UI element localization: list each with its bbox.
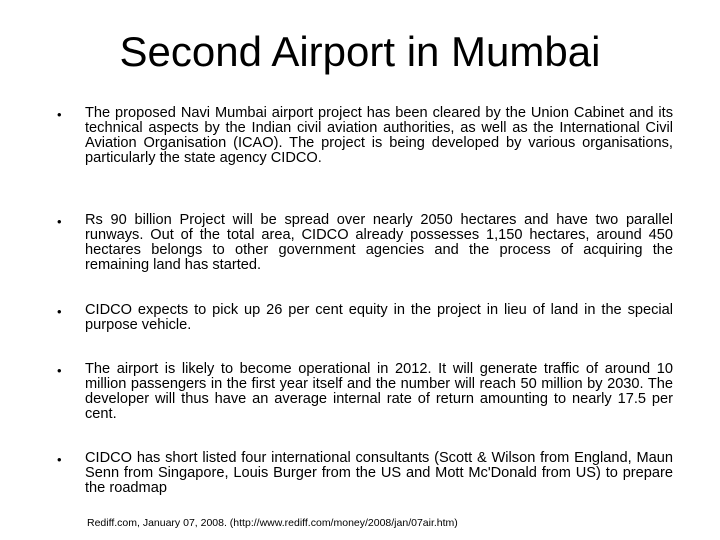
slide-title: Second Airport in Mumbai — [119, 28, 601, 75]
bullet-marker: • — [57, 452, 62, 467]
bullet-text: CIDCO expects to pick up 26 per cent equity in the project in lieu of land in the special purpose vehicle. — [85, 302, 673, 333]
bullet-text: CIDCO has short listed four international consultants (Scott & Wilson from England, Maun Senn from Singapore, Louis Burger from the US and Mott Mc'Donald from US) to prepare the roadmap — [85, 450, 673, 496]
bullet-text: The airport is likely to become operational in 2012. It will generate traffic of around 10 million passengers in the first year itself and the number will reach 50 million by 2030. The developer will thus have an average internal rate of return amounting to nearly 17.5 per cent. — [85, 361, 673, 422]
bullet-marker: • — [57, 304, 62, 319]
bullet-marker: • — [57, 107, 62, 122]
bullet-text: Rs 90 billion Project will be spread over nearly 2050 hectares and have two parallel runways. Out of the total area, CIDCO already possesses 1,150 hectares, around 450 hectares belongs to other government agencies and the process of acquiring the remaining land has started. — [85, 212, 673, 273]
bullet-text: The proposed Navi Mumbai airport project has been cleared by the Union Cabinet and its technical aspects by the Indian civil aviation authorities, as well as the International Civil Aviation Organisation (ICAO). The project is being developed by various organisations, particularly the state agency CIDCO. — [85, 105, 673, 166]
source-citation: Rediff.com, January 07, 2008. (http://www.rediff.com/money/2008/jan/07air.htm) — [87, 517, 458, 529]
bullet-marker: • — [57, 363, 62, 378]
bullet-marker: • — [57, 214, 62, 229]
